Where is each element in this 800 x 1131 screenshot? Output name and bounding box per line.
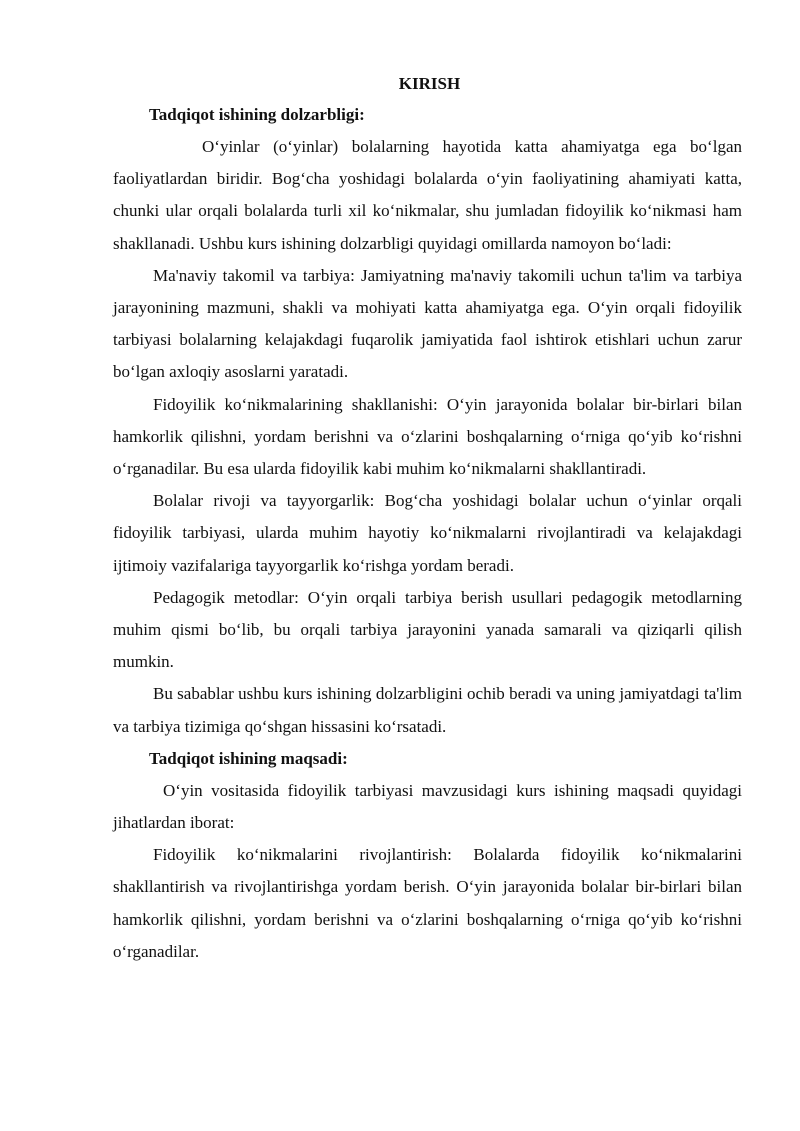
paragraph-methods: Pedagogik metodlar: O‘yin orqali tarbiya berish usullari pedagogik metodlarning muhim qismi bo‘lib, bu orqali tarbiya jarayonini yanada samarali va qiziqarli qilish mumkin. [113,587,742,672]
paragraph-conclusion: Bu sabablar ushbu kurs ishining dolzarbligini ochib beradi va uning jamiyatdagi ta'lim va tarbiya tizimiga qo‘shgan hissasini ko‘rsatadi. [113,684,742,736]
paragraph-goal-skills: Fidoyilik ko‘nikmalarini rivojlantirish: Bolalarda fidoyilik ko‘nikmalarini shakllantirish va rivojlantirishga yordam berish. O‘yin jarayonida bolalar bir-birlari bilan hamkorlik qilishni, yordam berishni va o‘zlarini boshqalarning o‘rniga qo‘yib ko‘rishni o‘rganadilar. [113,845,742,961]
section-heading-goal: Tadqiqot ishining maqsadi: [149,748,348,768]
paragraph-intro: O‘yinlar (o‘yinlar) bolalarning hayotida katta ahamiyatga ega bo‘lgan faoliyatlardan biridir. Bog‘cha yoshidagi bolalarda o‘yin faoliyatining ahamiyati katta, chunki ular orqali bolalarda turli xil ko‘nikmalar, shu jumladan fidoyilik ko‘nikmasi ham shakllanadi. Ushbu kurs ishining dolzarbligi quyidagi omillarda namoyon bo‘ladi: [113,137,742,253]
paragraph-skills: Fidoyilik ko‘nikmalarining shakllanishi: O‘yin jarayonida bolalar bir-birlari bilan hamkorlik qilishni, yordam berishni va o‘zlarini boshqalarning o‘rniga qo‘yib ko‘rishni o‘rganadilar. Bu esa ularda fidoyilik kabi muhim ko‘nikmalarni shakllantiradi. [113,394,742,479]
paragraph-spiritual: Ma'naviy takomil va tarbiya: Jamiyatning ma'naviy takomili uchun ta'lim va tarbiya jarayonining mazmuni, shakli va mohiyati katta ahamiyatga ega. O‘yin orqali fidoyilik tarbiyasi bolalarning kelajakdagi fuqarolik jamiyatida faol ishtirok etishlari uchun zarur bo‘lgan axloqiy asoslarni yaratadi. [113,265,742,382]
section-heading-relevance: Tadqiqot ishining dolzarbligi: [149,105,365,124]
paragraph-development: Bolalar rivoji va tayyorgarlik: Bog‘cha yoshidagi bolalar uchun o‘yinlar orqali fidoyilik tarbiyasi, ularda muhim hayotiy ko‘nikmalarni rivojlantiradi va kelajakdagi ijtimoiy vazifalariga tayyorgarlik ko‘rishga yordam beradi. [113,491,742,575]
document-page [113,72,742,968]
page-title: KIRISH [398,74,461,93]
paragraph-goal: O‘yin vositasida fidoyilik tarbiyasi mavzusidagi kurs ishining maqsadi quyidagi jihatlardan iborat: [113,780,742,833]
